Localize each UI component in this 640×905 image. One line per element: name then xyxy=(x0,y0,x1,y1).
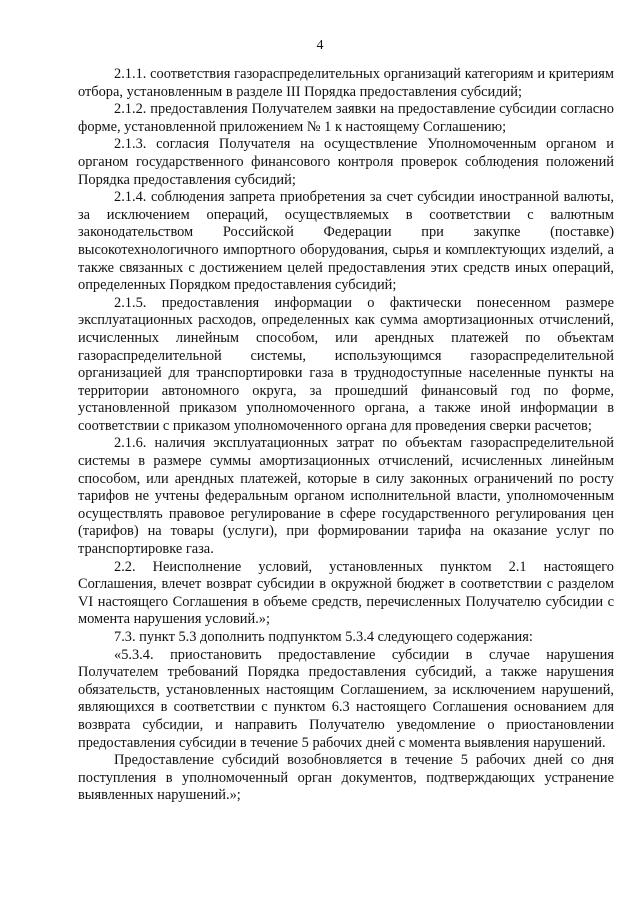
paragraph-2-1-6: 2.1.6. наличия эксплуатационных затрат по объектам газораспределительной системы в размере суммы амортизационных отчислений, исчисленных линейным способом, или арендных платежей, которые в силу законных ограничений по росту тарифов не учтены федеральным органом исполнительной власти, уполномоченным осуществлять правовое регулирование в сфере государственного регулирования цен (тарифов) на товары (услуги), при формировании тарифа на оказание услуг по транспортировке газа. xyxy=(78,435,614,558)
page-number: 4 xyxy=(316,38,324,53)
paragraph-2-1-4: 2.1.4. соблюдения запрета приобретения за счет субсидии иностранной валюты, за исключением операций, осуществляемых в соответствии с валютным законодательством Российской Федерации при закупке (поставке) высокотехнологичного импортного оборудования, сырья и комплектующих изделий, а также связанных с достижением целей предоставления этих средств иных операций, определенных Порядком предоставления субсидий; xyxy=(78,189,614,294)
paragraph-2-2: 2.2. Неисполнение условий, установленных пунктом 2.1 настоящего Соглашения, влечет возврат субсидии в окружной бюджет в соответствии с разделом VI настоящего Соглашения в объеме средств, перечисленных Получателю субсидии с момента нарушения условий.»; xyxy=(78,558,614,628)
paragraph-2-1-2: 2.1.2. предоставления Получателем заявки на предоставление субсидии согласно форме, установленной приложением № 1 к настоящему Соглашению; xyxy=(78,101,614,135)
paragraph-2-1-3: 2.1.3. согласия Получателя на осуществление Уполномоченным органом и органом государственного финансового контроля проверок соблюдения положений Порядка предоставления субсидий; xyxy=(78,136,614,188)
paragraph-7-3: 7.3. пункт 5.3 дополнить подпунктом 5.3.4 следующего содержания: xyxy=(114,629,533,645)
paragraph-2-1-1: 2.1.1. соответствия газораспределительных организаций категориям и критериям отбора, установленным в разделе III Порядка предоставления субсидий; xyxy=(78,66,614,100)
document-body xyxy=(78,66,614,805)
paragraph-5-3-4: «5.3.4. приостановить предоставление субсидии в случае нарушения Получателем требований Порядка предоставления субсидий, а также нарушения обязательств, установленных настоящим Соглашением, за исключением нарушений, являющихся в соответствии с пунктом 6.3 настоящего Соглашения основанием для возврата субсидии, и направить Получателю уведомление о приостановлении предоставления субсидии в течение 5 рабочих дней с момента выявления нарушений. xyxy=(78,646,614,751)
paragraph-resumption: Предоставление субсидий возобновляется в течение 5 рабочих дней со дня поступления в уполномоченный орган документов, подтверждающих устранение выявленных нарушений.»; xyxy=(78,752,614,804)
paragraph-2-1-5: 2.1.5. предоставления информации о фактически понесенном размере эксплуатационных расходов, определенных как сумма амортизационных отчислений, исчисленных линейным способом, или арендных платежей по объектам газораспределительной системы, использующимся газораспределительной организацией для транспортировки газа в труднодоступные населенные пункты на территории автономного округа, за прошедший финансовый год по форме, установленной приказом уполномоченного органа, а также иной информации в соответствии с приказом уполномоченного органа для проведения сверки расчетов; xyxy=(78,294,614,434)
